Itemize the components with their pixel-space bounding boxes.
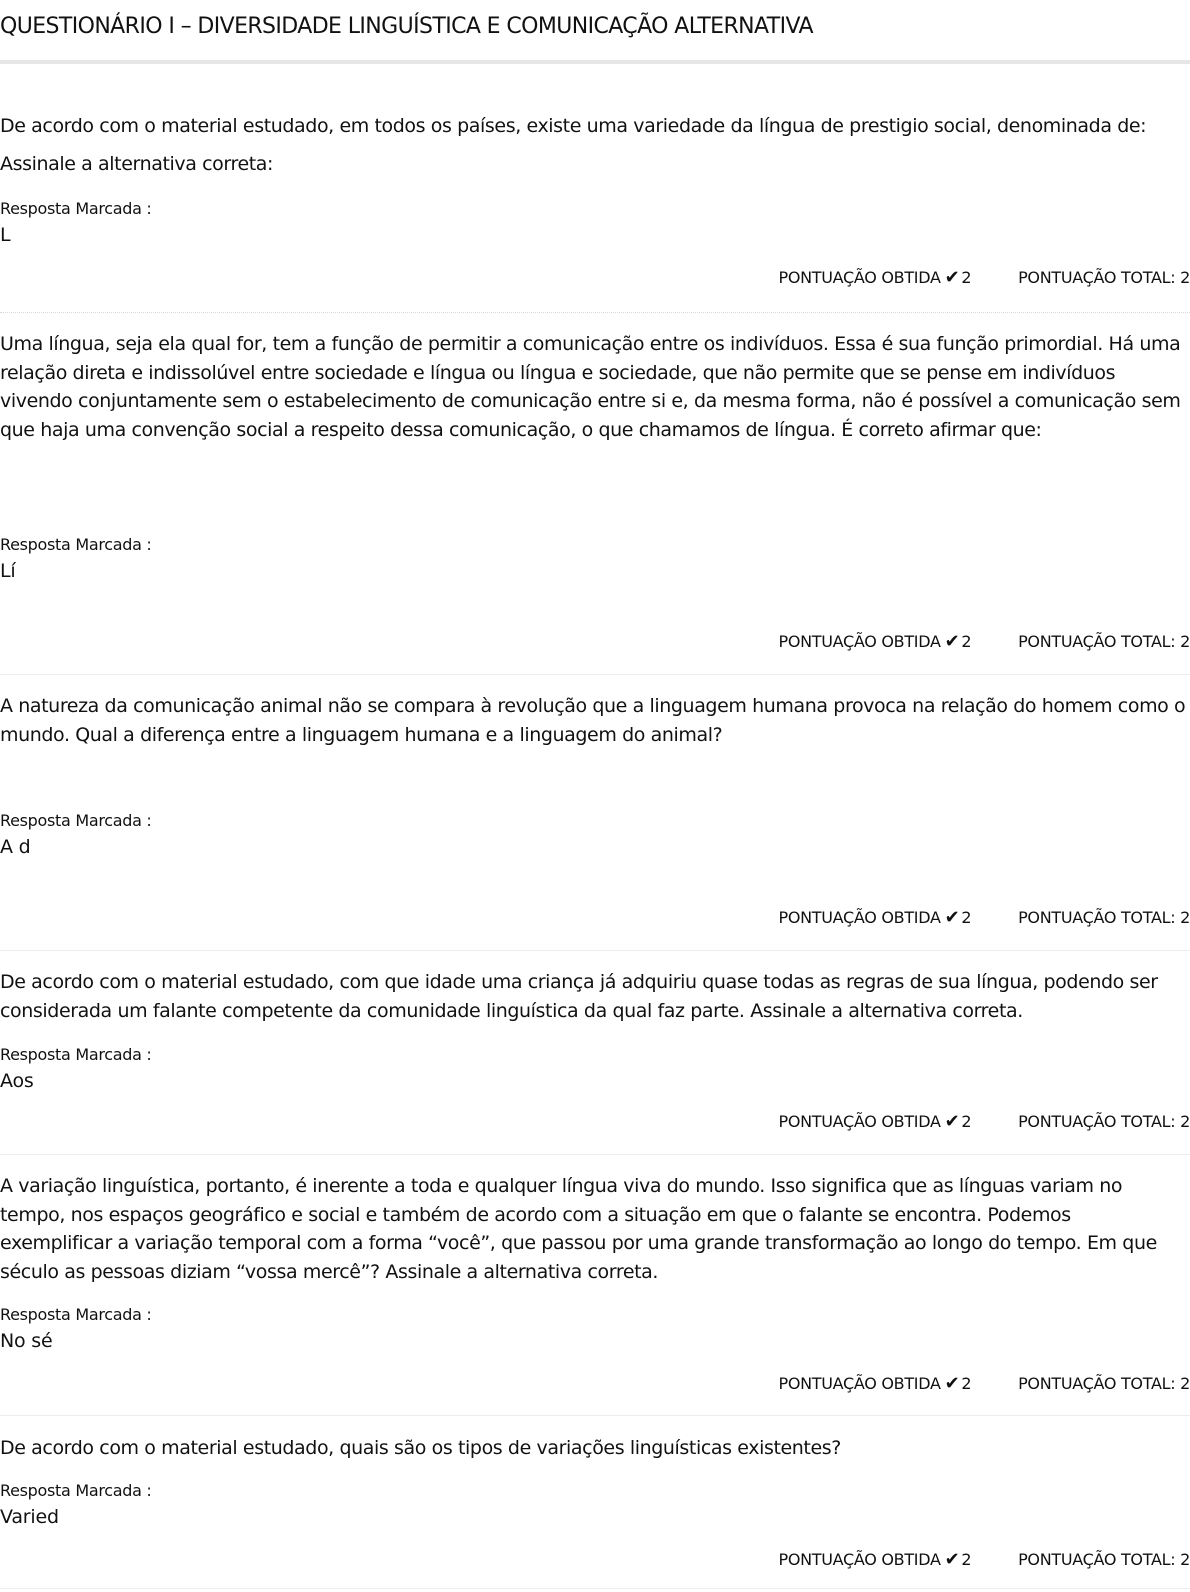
score-obtained-label: PONTUAÇÃO OBTIDA	[778, 632, 941, 651]
answer-value: A d	[0, 836, 31, 858]
score-obtained-value: 2	[961, 1550, 972, 1569]
question-instruction: Assinale a alternativa correta:	[0, 153, 274, 175]
score-obtained	[778, 267, 971, 288]
score-total-label: PONTUAÇÃO TOTAL:	[1018, 908, 1176, 927]
answer-value: No sé	[0, 1330, 53, 1352]
answer-value: Aos	[0, 1070, 34, 1092]
check-icon: ✔	[944, 1111, 960, 1132]
score-row	[778, 267, 1190, 288]
check-icon: ✔	[944, 267, 960, 288]
question-text: A natureza da comunicação animal não se compara à revolução que a linguagem humana provoca na relação do homem como o mundo. Qual a diferença entre a linguagem humana e a linguagem do animal?	[0, 695, 1186, 746]
check-icon: ✔	[944, 1549, 960, 1570]
answer-label: Resposta Marcada :	[0, 1305, 152, 1324]
answer-label: Resposta Marcada :	[0, 1481, 152, 1500]
check-icon: ✔	[944, 631, 960, 652]
question-text: De acordo com o material estudado, quais são os tipos de variações linguísticas existentes?	[0, 1437, 841, 1459]
question-divider	[0, 1588, 1190, 1589]
score-total-value: 2	[1180, 268, 1190, 287]
score-total-value: 2	[1180, 1550, 1190, 1569]
score-obtained-label: PONTUAÇÃO OBTIDA	[778, 1112, 941, 1131]
question-text: A variação linguística, portanto, é inerente a toda e qualquer língua viva do mundo. Isso significa que as línguas variam no tempo, nos espaços geográfico e social e também de acordo com a situação em que o falante se encontra. Podemos exemplificar a variação temporal com a forma “você”, que passou por uma grande transformação ao longo do tempo. Em que século as pessoas diziam “vossa mercê”? Assinale a alternativa correta.	[0, 1175, 1157, 1283]
score-row	[778, 1111, 1190, 1132]
score-obtained-value: 2	[961, 1112, 972, 1131]
score-total	[1018, 1374, 1190, 1393]
score-total	[1018, 1112, 1190, 1131]
answer-value: L	[0, 224, 11, 246]
question-text: De acordo com o material estudado, em todos os países, existe uma variedade da língua de prestigio social, denominada de:	[0, 115, 1147, 137]
question-divider	[0, 312, 1190, 313]
answer-label: Resposta Marcada :	[0, 535, 152, 554]
score-total-label: PONTUAÇÃO TOTAL:	[1018, 1112, 1176, 1131]
score-obtained-value: 2	[961, 268, 972, 287]
score-obtained-label: PONTUAÇÃO OBTIDA	[778, 908, 941, 927]
score-total-label: PONTUAÇÃO TOTAL:	[1018, 1374, 1176, 1393]
title-divider	[0, 60, 1190, 64]
page-title: QUESTIONÁRIO I – DIVERSIDADE LINGUÍSTICA E COMUNICAÇÃO ALTERNATIVA	[0, 14, 813, 39]
score-total	[1018, 268, 1190, 287]
question-text: Uma língua, seja ela qual for, tem a função de permitir a comunicação entre os indivíduos. Essa é sua função primordial. Há uma relação direta e indissolúvel entre sociedade e língua ou língua e sociedade, que não permite que se pense em indivíduos vivendo conjuntamente sem o estabelecimento de comunicação entre si e, da mesma forma, não é possível a comunicação sem que haja uma convenção social a respeito dessa comunicação, o que chamamos de língua. É correto afirmar que:	[0, 333, 1181, 441]
score-obtained	[778, 1373, 971, 1394]
score-total-label: PONTUAÇÃO TOTAL:	[1018, 268, 1176, 287]
score-obtained	[778, 907, 971, 928]
score-total-value: 2	[1180, 1374, 1190, 1393]
score-obtained-label: PONTUAÇÃO OBTIDA	[778, 1374, 941, 1393]
score-total	[1018, 632, 1190, 651]
question-divider	[0, 1415, 1190, 1416]
question-divider	[0, 1154, 1190, 1155]
score-obtained-label: PONTUAÇÃO OBTIDA	[778, 1550, 941, 1569]
check-icon: ✔	[944, 1373, 960, 1394]
score-total-value: 2	[1180, 1112, 1190, 1131]
question-divider	[0, 674, 1190, 675]
score-total-label: PONTUAÇÃO TOTAL:	[1018, 632, 1176, 651]
answer-label: Resposta Marcada :	[0, 199, 152, 218]
score-total-value: 2	[1180, 632, 1190, 651]
score-obtained	[778, 631, 971, 652]
score-row	[778, 907, 1190, 928]
score-obtained	[778, 1549, 971, 1570]
score-obtained	[778, 1111, 971, 1132]
score-obtained-value: 2	[961, 908, 972, 927]
answer-label: Resposta Marcada :	[0, 1045, 152, 1064]
question-text: De acordo com o material estudado, com que idade uma criança já adquiriu quase todas as regras de sua língua, podendo ser considerada um falante competente da comunidade linguística da qual faz parte. Assinale a alternativa correta.	[0, 971, 1158, 1022]
check-icon: ✔	[944, 907, 960, 928]
score-obtained-label: PONTUAÇÃO OBTIDA	[778, 268, 941, 287]
score-row	[778, 631, 1190, 652]
score-total-value: 2	[1180, 908, 1190, 927]
question-divider	[0, 950, 1190, 951]
answer-value: Lí	[0, 560, 16, 582]
score-obtained-value: 2	[961, 632, 972, 651]
score-obtained-value: 2	[961, 1374, 972, 1393]
score-total-label: PONTUAÇÃO TOTAL:	[1018, 1550, 1176, 1569]
answer-label: Resposta Marcada :	[0, 811, 152, 830]
score-total	[1018, 1550, 1190, 1569]
score-total	[1018, 908, 1190, 927]
score-row	[778, 1373, 1190, 1394]
answer-value: Varied	[0, 1506, 59, 1528]
score-row	[778, 1549, 1190, 1570]
